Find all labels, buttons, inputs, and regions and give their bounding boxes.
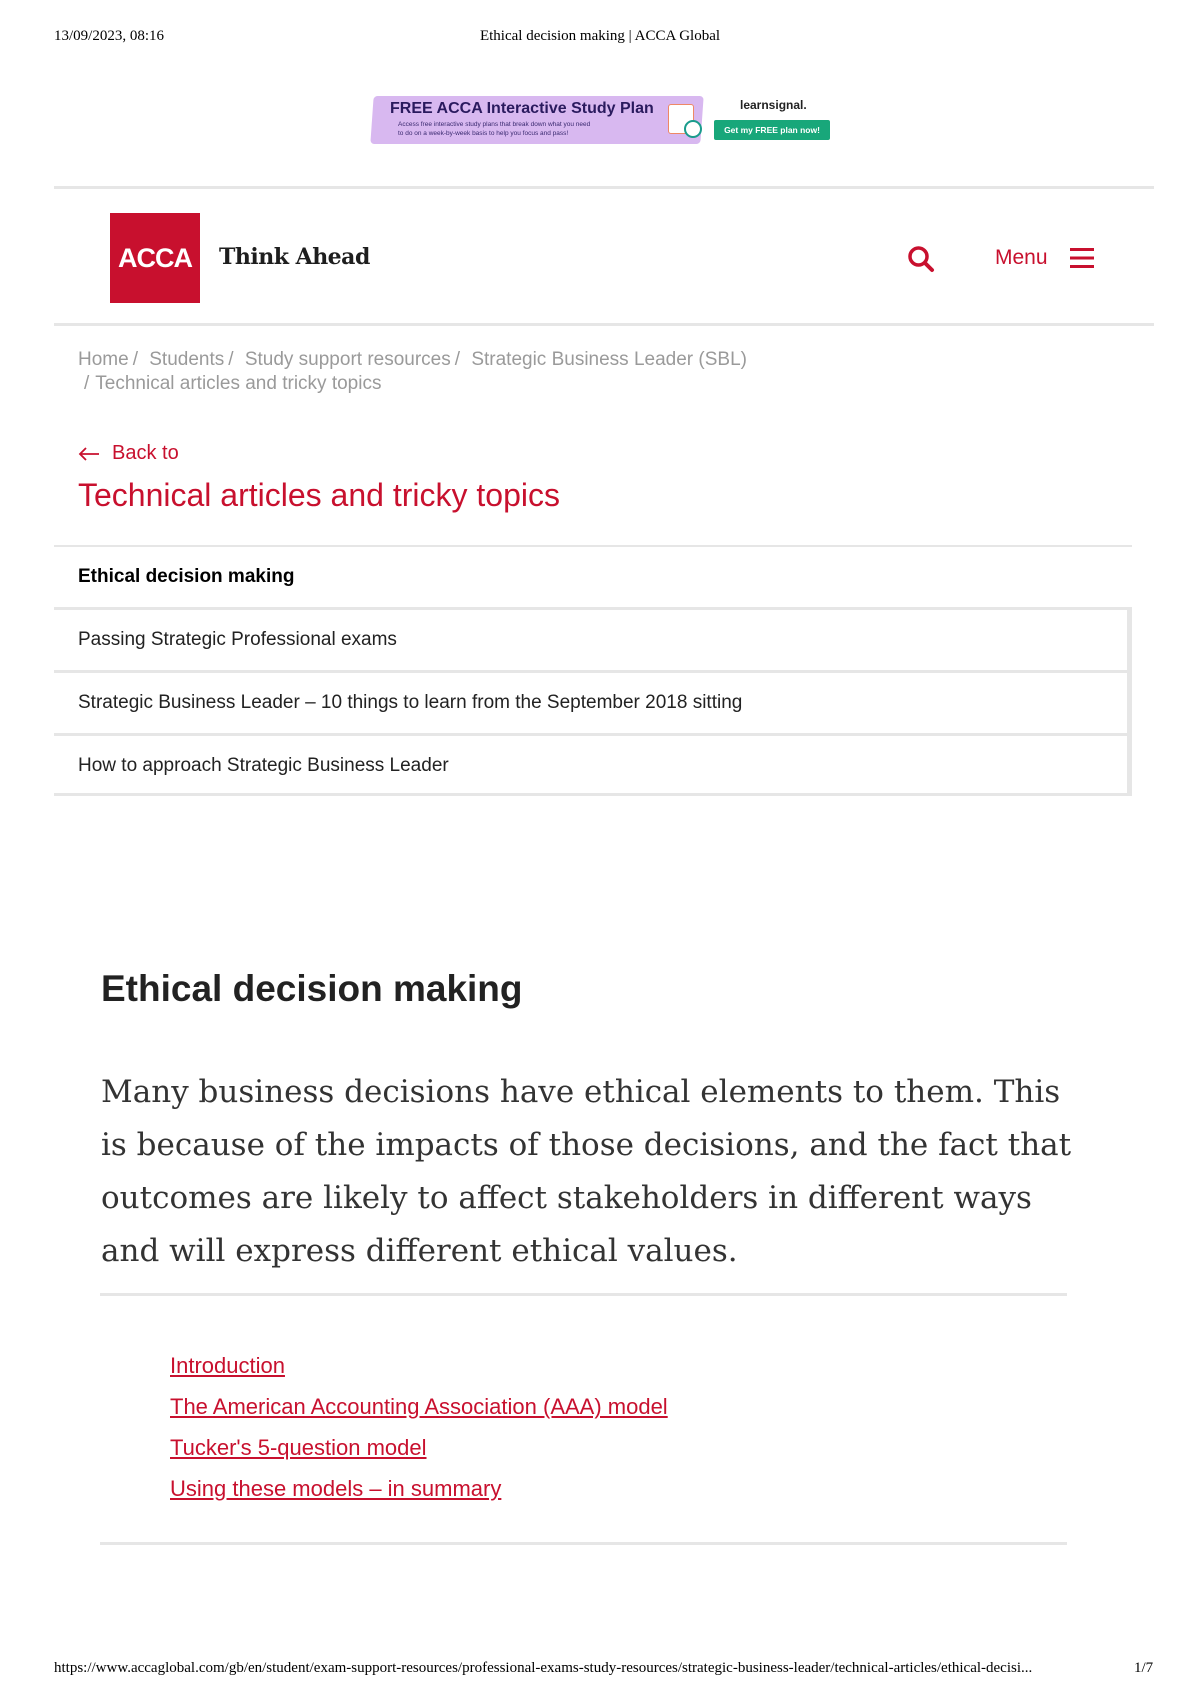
subnav-item[interactable]: Passing Strategic Professional exams [54, 607, 1132, 670]
breadcrumb-home[interactable]: Home [78, 349, 129, 370]
table-of-contents [170, 1353, 668, 1517]
print-header [0, 28, 1200, 48]
acca-logo[interactable]: ACCA [110, 213, 200, 303]
toc-item [170, 1435, 668, 1476]
print-page-title: Ethical decision making | ACCA Global [479, 28, 721, 44]
header-top-divider [54, 186, 1154, 189]
hamburger-icon [1070, 247, 1094, 269]
article-title: Ethical decision making [101, 968, 523, 1009]
print-page-number: 1/7 [1134, 1660, 1154, 1676]
logo-tagline: Think Ahead [219, 244, 370, 270]
toc-link-summary[interactable]: Using these models – in summary [170, 1476, 502, 1501]
toc-item [170, 1353, 668, 1394]
back-link[interactable] [78, 442, 179, 465]
toc-link-aaa-model[interactable]: The American Accounting Association (AAA) model [170, 1394, 668, 1419]
subnav-item[interactable]: How to approach Strategic Business Leader [54, 733, 1132, 796]
banner-title: FREE ACCA Interactive Study Plan [390, 100, 654, 117]
toc-item [170, 1476, 668, 1517]
header-bottom-divider [54, 323, 1154, 326]
toc-bottom-divider [100, 1542, 1067, 1545]
subnav-item[interactable]: Strategic Business Leader – 10 things to learn from the September 2018 sitting [54, 670, 1132, 733]
breadcrumb-study-support[interactable]: Study support resources [244, 349, 451, 370]
print-date: 13/09/2023, 08:16 [54, 28, 165, 44]
toc-link-introduction[interactable]: Introduction [170, 1353, 285, 1378]
article-subnav [54, 545, 1132, 796]
menu-button[interactable] [995, 243, 1094, 273]
search-icon [906, 244, 936, 274]
toc-top-divider [100, 1293, 1067, 1296]
study-plan-banner[interactable] [372, 92, 832, 152]
section-title[interactable]: Technical articles and tricky topics [78, 477, 560, 513]
back-link-label: Back to [112, 442, 179, 464]
banner-brand: learnsignal. [740, 98, 807, 112]
search-button[interactable] [906, 244, 936, 274]
breadcrumb-students[interactable]: Students [149, 349, 225, 370]
breadcrumb-sbl[interactable]: Strategic Business Leader (SBL) [471, 349, 747, 370]
banner-cta-button[interactable]: Get my FREE plan now! [714, 120, 830, 140]
breadcrumb-technical-articles[interactable]: Technical articles and tricky topics [95, 373, 382, 394]
menu-label: Menu [995, 246, 1048, 269]
banner-subtitle-line2: to do on a week-by-week basis to help you focus and pass! [398, 130, 569, 137]
article-lead: Many business decisions have ethical elements to them. This is because of the impacts of those decisions, and the fact that outcomes are likely to affect stakeholders in different ways and will express different ethical values. [101, 1074, 1072, 1269]
clock-icon [684, 120, 702, 138]
banner-subtitle-line1: Access free interactive study plans that break down what you need [398, 121, 591, 128]
arrow-left-icon [78, 447, 100, 461]
toc-link-tucker-model[interactable]: Tucker's 5-question model [170, 1435, 427, 1460]
print-url: https://www.accaglobal.com/gb/en/student/exam-support-resources/professional-exams-study-resources/strategic-business-leader/technical-articles/ethical-decisi... [54, 1660, 1033, 1676]
breadcrumb: Home / Students / Study support resources / Strategic Business Leader (SBL) / Technical articles and tricky topics [78, 349, 747, 394]
toc-item [170, 1394, 668, 1435]
subnav-current-item: Ethical decision making [54, 545, 1132, 607]
